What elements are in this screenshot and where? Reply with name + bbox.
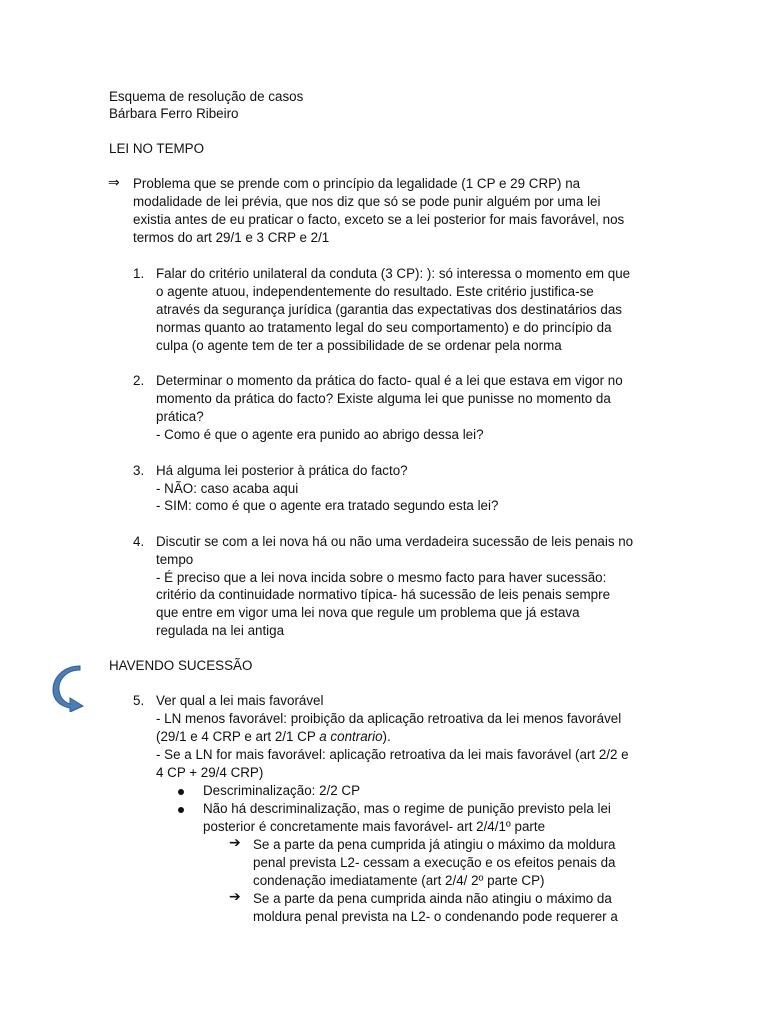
arrow-line: penal prevista L2- cessam a execução e os efeitos penais da <box>253 855 616 870</box>
list-item-line: através da segurança jurídica (garantia das expectativas dos destinatários das <box>156 302 622 317</box>
list-item-line: normas quanto ao tratamento legal do seu comportamento) e do princípio da <box>156 320 612 335</box>
arrow-line: Se a parte da pena cumprida ainda não atingiu o máximo da <box>253 891 612 906</box>
list-number: 5. <box>133 693 145 708</box>
arrow-line: moldura penal prevista na L2- o condenando pode requerer a <box>253 909 618 924</box>
list-item-line: regulada na lei antiga <box>156 623 285 638</box>
right-arrow-icon: ➔ <box>229 835 241 851</box>
list-number: 3. <box>133 463 145 478</box>
list-item-line: culpa (o agente tem de ter a possibilidade de se ordenar pela norma <box>156 338 562 353</box>
list-item-line: Há alguma lei posterior à prática do facto? <box>156 463 408 478</box>
bullet-line: posterior é concretamente mais favorável- art 2/4/1º parte <box>203 819 546 834</box>
intro-line: termos do art 29/1 e 3 CRP e 2/1 <box>133 230 330 245</box>
list-item-line: momento da prática do facto? Existe alguma lei que punisse no momento da <box>156 391 611 406</box>
intro-line: existia antes de eu praticar o facto, exceto se a lei posterior for mais favorável, nos <box>133 212 625 227</box>
list-item-line: que entre em vigor uma lei nova que regule um problema que já estava <box>156 605 580 620</box>
arrow-line: condenação imediatamente (art 2/4/ 2º parte CP) <box>253 873 545 888</box>
list-number: 1. <box>133 266 145 281</box>
list-item-line: Discutir se com a lei nova há ou não uma verdadeira sucessão de leis penais no <box>156 534 634 549</box>
subsection-title: HAVENDO SUCESSÃO <box>109 658 253 673</box>
bullet-point <box>178 789 184 795</box>
implies-arrow-icon: ⇒ <box>108 175 120 191</box>
section-title: LEI NO TEMPO <box>109 141 204 156</box>
list-number: 4. <box>133 534 145 549</box>
bullet-line: Não há descriminalização, mas o regime de punição previsto pela lei <box>203 801 611 816</box>
list-item-line: Determinar o momento da prática do facto- qual é a lei que estava em vigor no <box>156 373 623 388</box>
list-item-line: o agente atuou, independentemente do resultado. Este critério justifica-se <box>156 284 594 299</box>
curved-arrow-icon <box>50 664 92 717</box>
list-item-line: - SIM: como é que o agente era tratado segundo esta lei? <box>156 498 499 513</box>
bullet-point <box>178 807 184 813</box>
list-item-line: 4 CP + 29/4 CRP) <box>156 765 264 780</box>
line-segment: (29/1 e 4 CRP e art 2/1 CP <box>156 729 320 744</box>
list-item-line <box>156 728 391 746</box>
intro-line: modalidade de lei prévia, que nos diz que só se pode punir alguém por uma lei <box>133 194 601 209</box>
list-item-line: - NÃO: caso acaba aqui <box>156 481 299 496</box>
arrow-line: Se a parte da pena cumprida já atingiu o máximo da moldura <box>253 837 616 852</box>
list-item-line: critério da continuidade normativo típica- há sucessão de leis penais sempre <box>156 587 611 602</box>
intro-line: Problema que se prende com o princípio da legalidade (1 CP e 29 CRP) na <box>133 176 581 191</box>
list-item-line: - Se a LN for mais favorável: aplicação retroativa da lei mais favorável (art 2/2 e <box>156 747 629 762</box>
list-item-line: prática? <box>156 409 204 424</box>
list-item-line: Falar do critério unilateral da conduta (3 CP): ): só interessa o momento em que <box>156 266 631 281</box>
document-title: Esquema de resolução de casos <box>109 89 304 104</box>
right-arrow-icon: ➔ <box>229 889 241 905</box>
list-item-line: - Como é que o agente era punido ao abrigo dessa lei? <box>156 427 484 442</box>
list-item-line: tempo <box>156 552 194 567</box>
document-author: Bárbara Ferro Ribeiro <box>109 106 239 121</box>
bullet-line: Descriminalização: 2/2 CP <box>203 783 361 798</box>
line-segment: ). <box>382 729 391 744</box>
list-item-line: Ver qual a lei mais favorável <box>156 693 324 708</box>
list-item-line: - LN menos favorável: proibição da aplicação retroativa da lei menos favorável <box>156 711 622 726</box>
list-item-line: - É preciso que a lei nova incida sobre o mesmo facto para haver sucessão: <box>156 570 607 585</box>
italic-term: a contrario <box>319 729 383 744</box>
list-number: 2. <box>133 373 145 388</box>
